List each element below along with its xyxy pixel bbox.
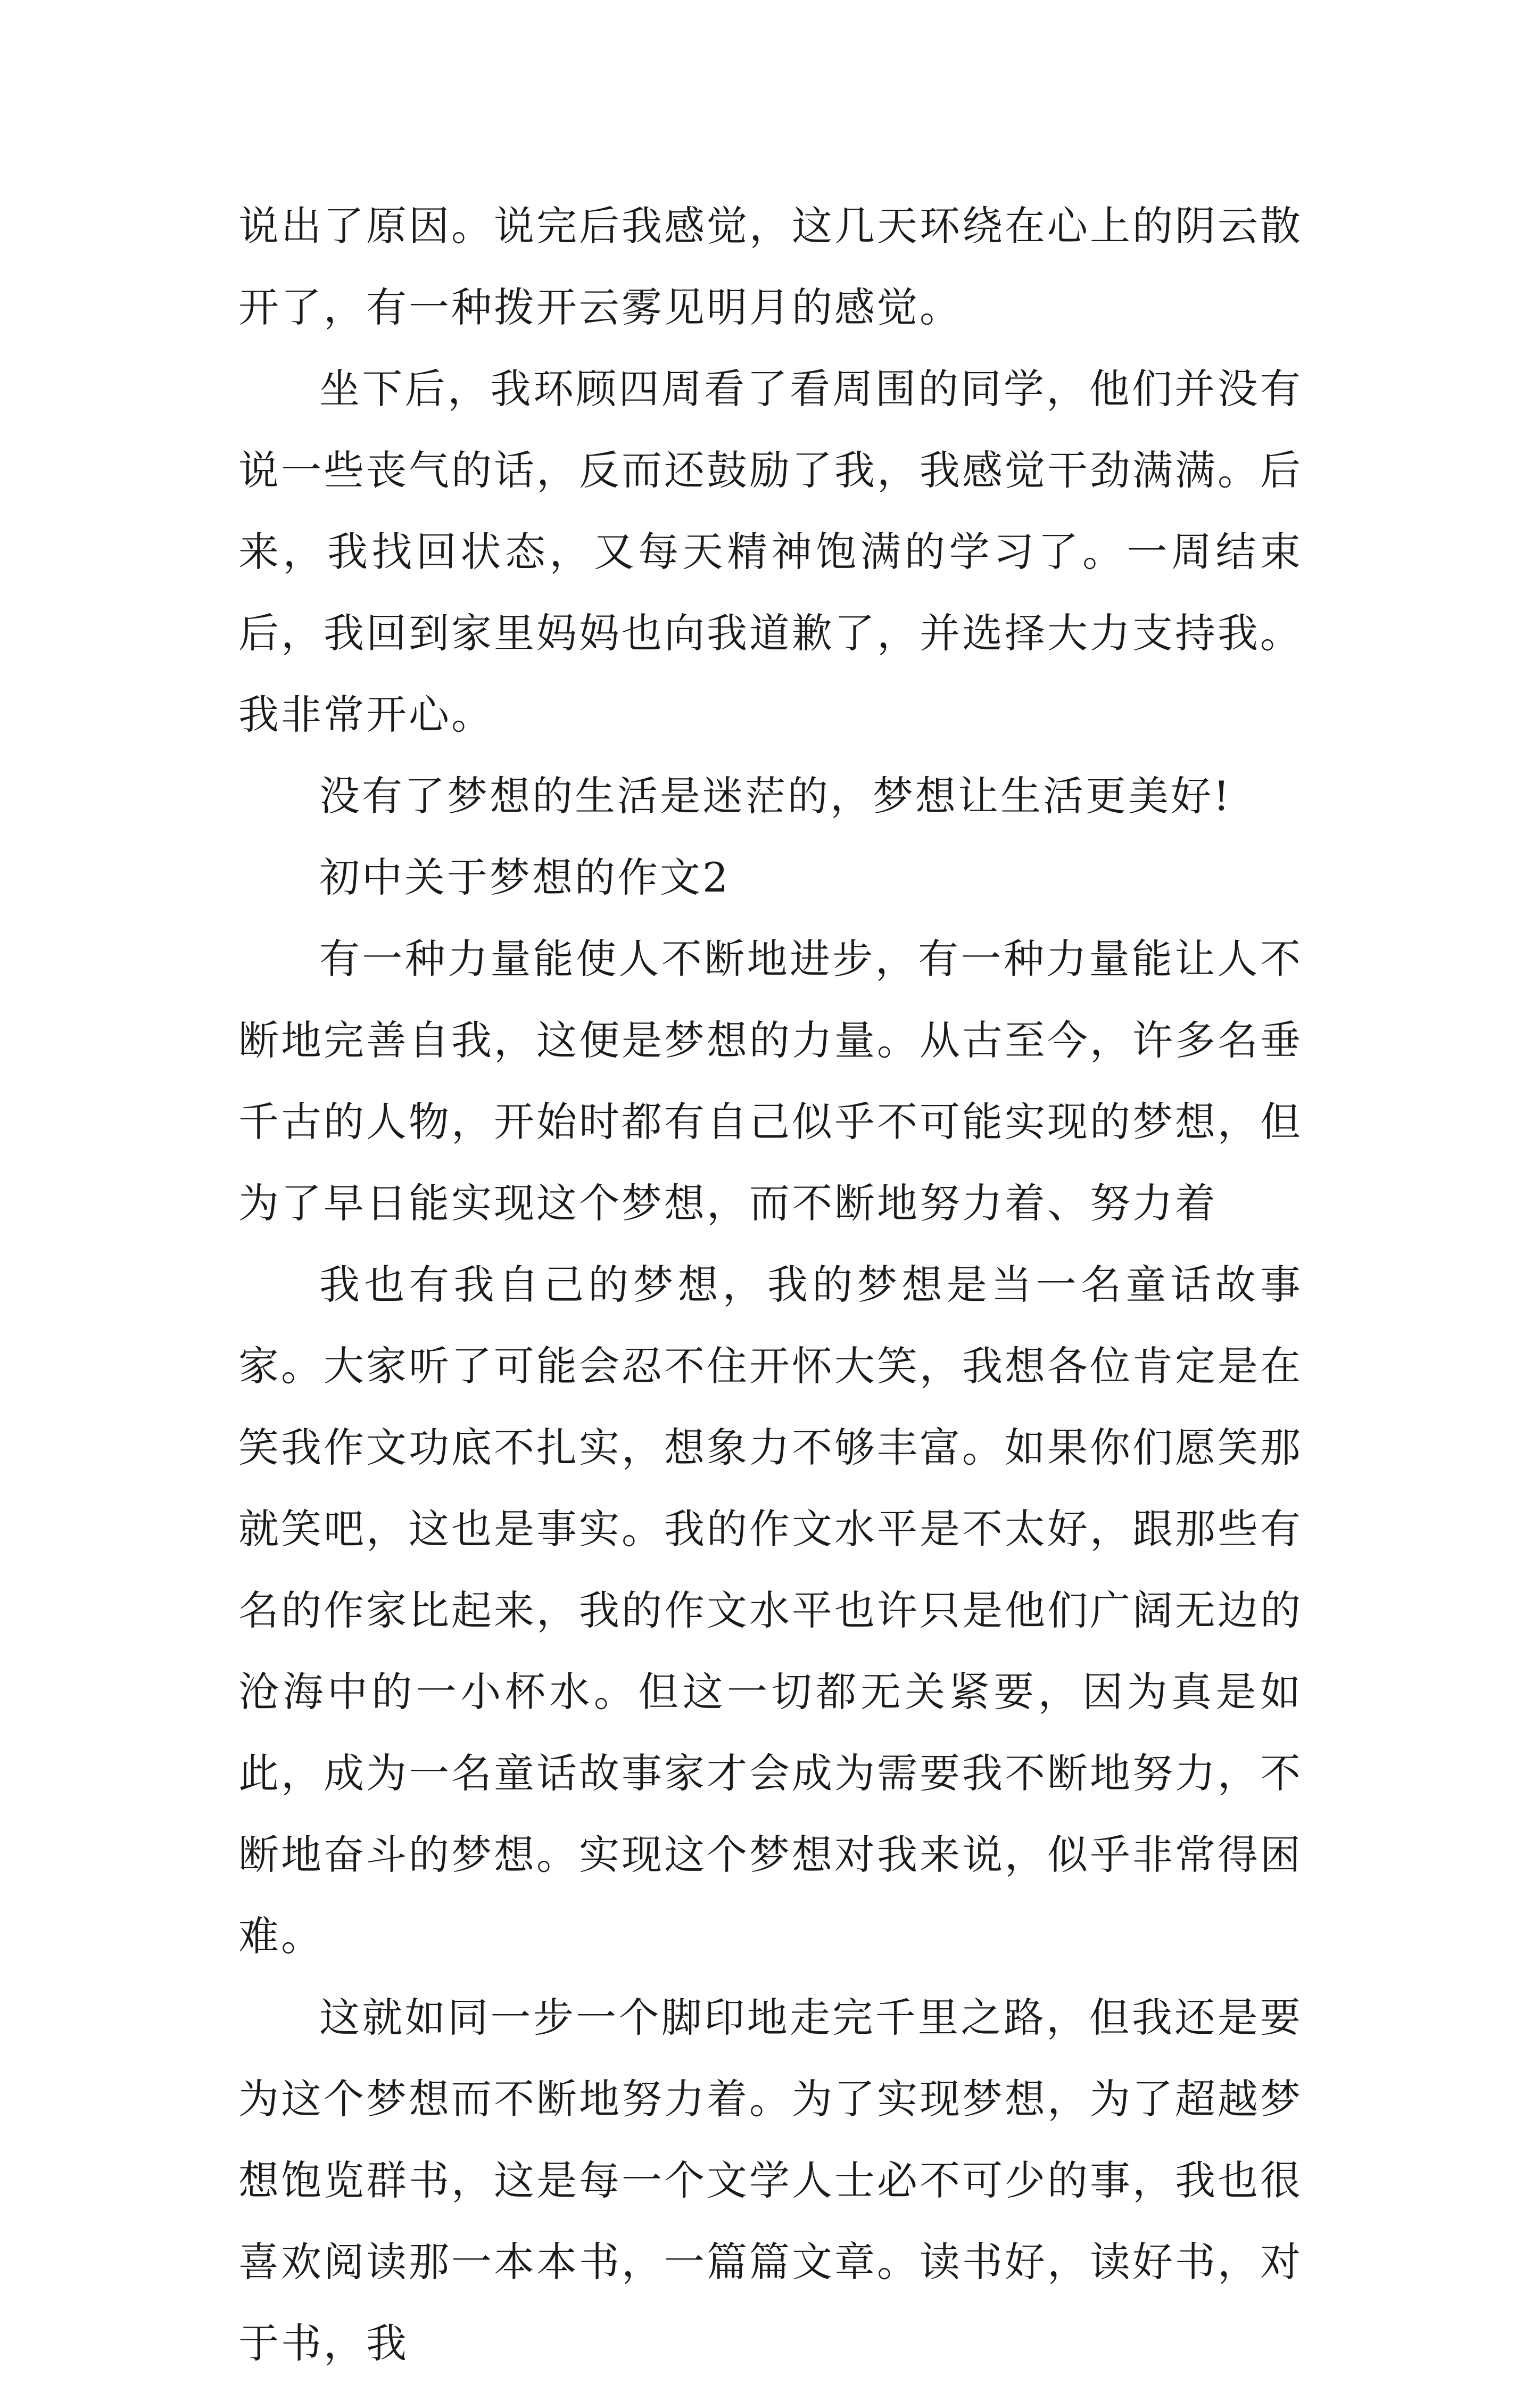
- paragraph-5: 我也有我自己的梦想，我的梦想是当一名童话故事家。大家听了可能会忍不住开怀大笑，我想各位肯定是在笑我作文功底不扎实，想象力不够丰富。如果你们愿笑那就笑吧，这也是事实。我的作文水平是不太好，跟那些有名的作家比起来，我的作文水平也许只是他们广阔无边的沧海中的一小杯水。但这一切都无关紧要，因为真是如此，成为一名童话故事家才会成为需要我不断地努力，不断地奋斗的梦想。实现这个梦想对我来说，似乎非常得困难。: [238, 1261, 1303, 1960]
- essay-heading: 初中关于梦想的作文2: [319, 854, 731, 901]
- paragraph-1: 说出了原因。说完后我感觉，这几天环绕在心上的阴云散开了，有一种拨开云雾见明月的感觉。: [238, 202, 1303, 331]
- essay-body: [238, 185, 1303, 2384]
- paragraph-4: 有一种力量能使人不断地进步，有一种力量能让人不断地完善自我，这便是梦想的力量。从古至今，许多名垂千古的人物，开始时都有自己似乎不可能实现的梦想，但为了早日能实现这个梦想，而不断地努力着、努力着: [238, 935, 1303, 1227]
- paragraph-3: 没有了梦想的生活是迷茫的，梦想让生活更美好!: [319, 772, 1232, 820]
- paragraph-6: 这就如同一步一个脚印地走完千里之路，但我还是要为这个梦想而不断地努力着。为了实现梦想，为了超越梦想饱览群书，这是每一个文学人士必不可少的事，我也很喜欢阅读那一本本书，一篇篇文章。读书好，读好书，对于书，我: [238, 1994, 1303, 2367]
- paragraph-2: 坐下后，我环顾四周看了看周围的同学，他们并没有说一些丧气的话，反而还鼓励了我，我感觉干劲满满。后来，我找回状态，又每天精神饱满的学习了。一周结束后，我回到家里妈妈也向我道歉了，并选择大力支持我。我非常开心。: [238, 365, 1303, 738]
